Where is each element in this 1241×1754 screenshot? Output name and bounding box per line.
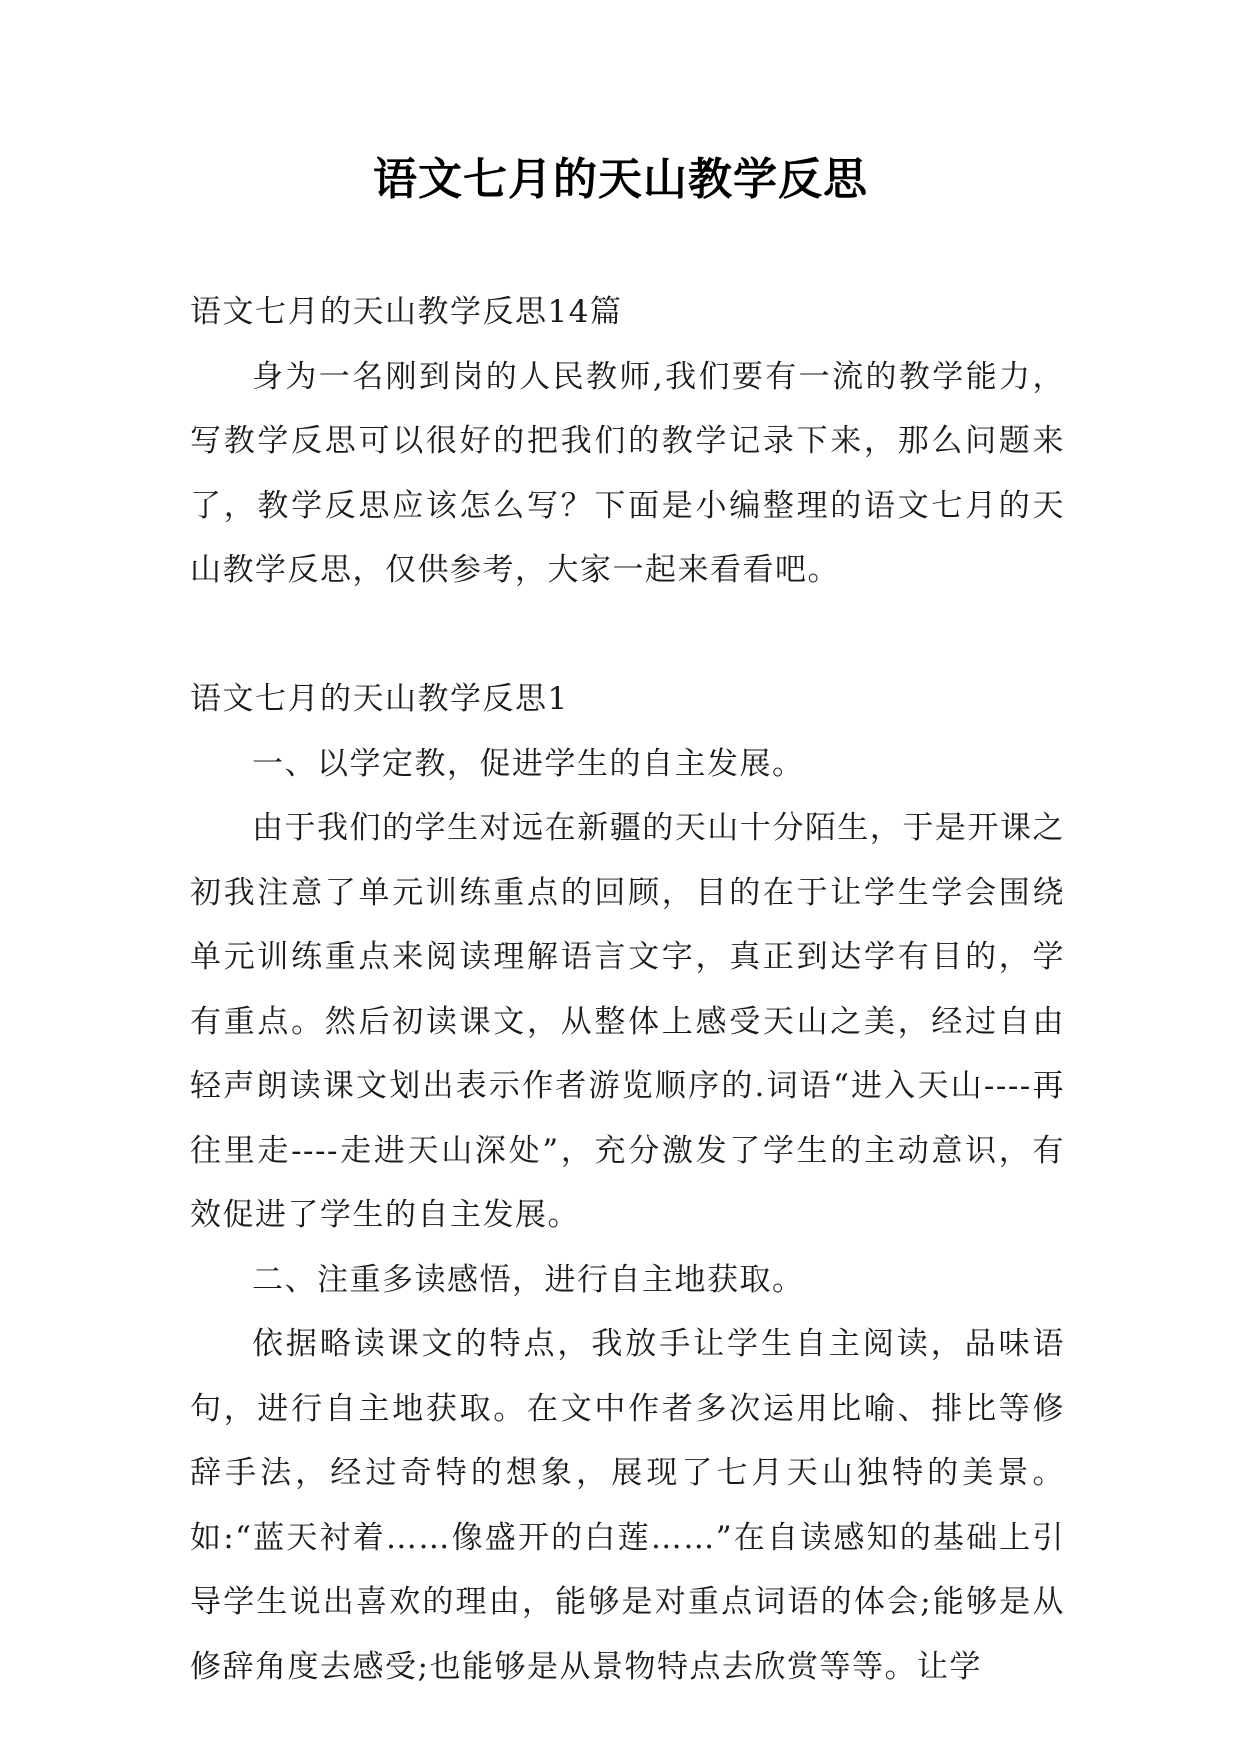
- document-title: 语文七月的天山教学反思: [373, 154, 868, 205]
- section-spacer: [190, 603, 1065, 668]
- body-paragraph: 由于我们的学生对远在新疆的天山十分陌生，于是开课之初我注意了单元训练重点的回顾，目的在于让学生学会围绕单元训练重点来阅读理解语言文字，真正到达学有目的，学有重点。然后初读课文，从整体上感受天山之美，经过自由轻声朗读课文划出表示作者游览顺序的.词语“进入天山----再往里走----走进天山深处”，充分激发了学生的主动意识，有效促进了学生的自主发展。: [190, 810, 1065, 1233]
- intro-paragraph: 身为一名刚到岗的人民教师,我们要有一流的教学能力，写教学反思可以很好的把我们的教学记录下来，那么问题来了，教学反思应该怎么写？下面是小编整理的语文七月的天山教学反思，仅供参考，大家一起来看看吧。: [190, 358, 1065, 588]
- document-subtitle: 语文七月的天山教学反思14篇: [190, 294, 623, 330]
- body-paragraph: 二、注重多读感悟，进行自主地获取。: [252, 1261, 805, 1298]
- body-paragraph: 一、以学定教，促进学生的自主发展。: [252, 745, 805, 782]
- section-heading: 语文七月的天山教学反思1: [190, 681, 569, 717]
- document-body: [190, 280, 1065, 1699]
- body-paragraph: 依据略读课文的特点，我放手让学生自主阅读，品味语句，进行自主地获取。在文中作者多次运用比喻、排比等修辞手法，经过奇特的想象，展现了七月天山独特的美景。如:“蓝天衬着……像盛开的白莲……”在自读感知的基础上引导学生说出喜欢的理由，能够是对重点词语的体会;能够是从修辞角度去感受;也能够是从景物特点去欣赏等等。让学: [190, 1326, 1065, 1685]
